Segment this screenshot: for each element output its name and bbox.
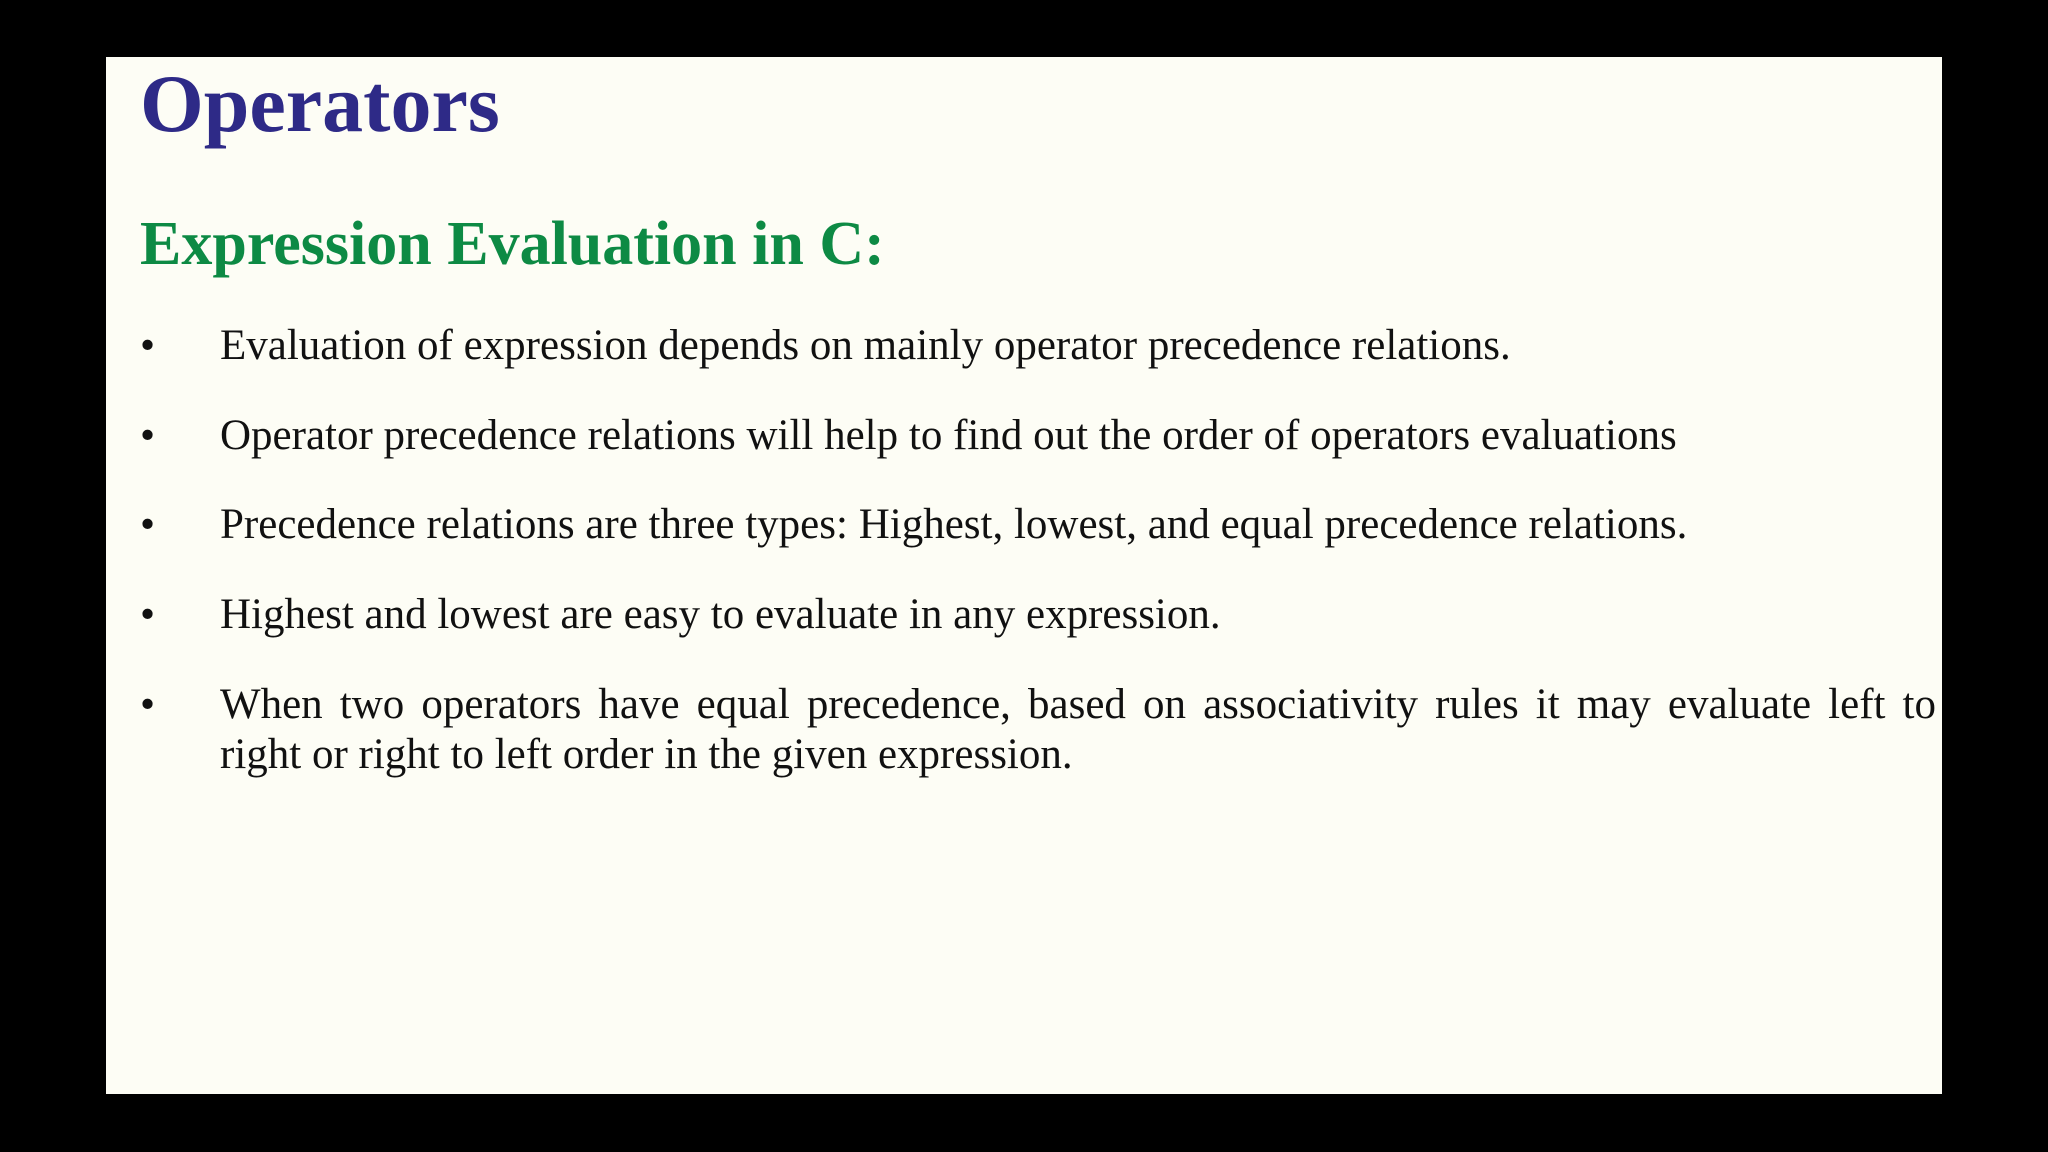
slide-title: Operators: [140, 58, 500, 149]
bullet-text: Highest and lowest are easy to evaluate in any expression.: [220, 591, 1221, 638]
bullet-item: [140, 680, 1936, 780]
bullet-text: Precedence relations are three types: Highest, lowest, and equal precedence relations.: [220, 501, 1688, 548]
bullet-text: Operator precedence relations will help to find out the order of operators evaluations: [220, 412, 1677, 459]
bullet-icon: •: [140, 322, 156, 369]
bullet-text: When two operators have equal precedence, based on associativity rules it may evaluate left to right or right to left order in the given expression.: [220, 681, 1936, 778]
bullet-item: [140, 500, 1936, 550]
slide-subtitle: Expression Evaluation in C:: [140, 210, 885, 278]
slide: [106, 57, 1942, 1094]
bullet-item: [140, 321, 1936, 371]
bullet-item: [140, 590, 1936, 640]
bullet-icon: •: [140, 412, 156, 459]
bullet-item: [140, 411, 1936, 461]
bullet-icon: •: [140, 681, 156, 728]
bullet-icon: •: [140, 591, 156, 638]
bullet-text: Evaluation of expression depends on mainly operator precedence relations.: [220, 322, 1511, 369]
bullet-icon: •: [140, 501, 156, 548]
